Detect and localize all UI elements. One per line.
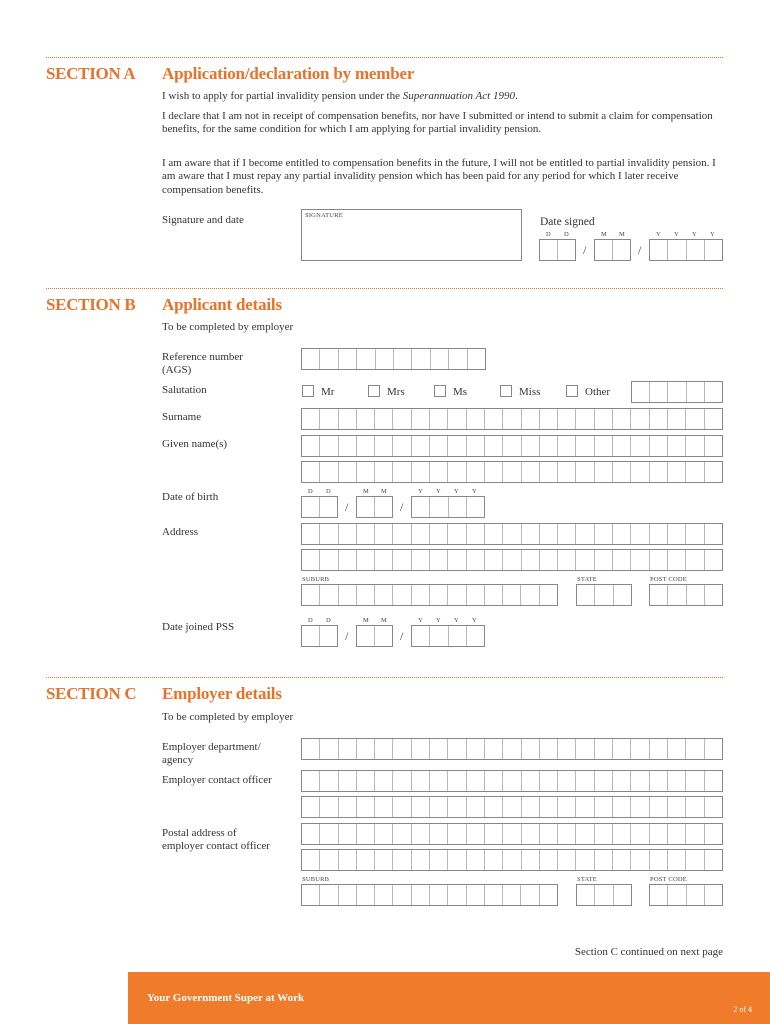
section-b-title: Applicant details	[162, 295, 282, 314]
section-c-subtitle: To be completed by employer	[162, 711, 294, 723]
salutation-mr-checkbox[interactable]	[302, 385, 314, 397]
date-of-birth-month-input[interactable]	[356, 496, 393, 518]
state-label: STATE	[577, 576, 597, 583]
date-signed-label: Date signed	[540, 216, 595, 228]
date-letter-y: Y	[472, 617, 477, 624]
date-slash: /	[638, 243, 642, 257]
date-slash: /	[583, 243, 587, 257]
date-letter-m: M	[363, 488, 369, 495]
salutation-ms-label: Ms	[453, 386, 468, 398]
reference-number-label: Reference number (AGS)	[162, 351, 243, 377]
section-a-title: Application/declaration by member	[162, 64, 415, 83]
salutation-miss-label: Miss	[519, 386, 541, 398]
given-names-input-line-2[interactable]	[301, 461, 723, 483]
date-joined-month-input[interactable]	[356, 625, 393, 647]
date-letter-m: M	[601, 231, 607, 238]
date-of-birth-day-input[interactable]	[301, 496, 338, 518]
date-of-birth-year-input[interactable]	[411, 496, 485, 518]
reference-number-input[interactable]	[301, 348, 486, 370]
section-c-divider	[46, 677, 723, 678]
section-a-paragraph-3: I am aware that if I become entitled to compensation benefits in the future, I will not be entitled to partial invalidity pension. I am aware that I must repay any partial invalidity pension which has been paid for any period for which I later receive compensation benefits.	[162, 157, 716, 196]
salutation-mrs-label: Mrs	[387, 386, 405, 398]
date-letter-y: Y	[436, 488, 441, 495]
continued-note: Section C continued on next page	[574, 946, 723, 958]
address-label: Address	[162, 526, 199, 538]
date-letter-m: M	[381, 617, 387, 624]
post-code-input[interactable]	[649, 584, 723, 606]
date-joined-day-input[interactable]	[301, 625, 338, 647]
footer-bar	[128, 972, 770, 1024]
date-slash: /	[345, 629, 349, 643]
salutation-label: Salutation	[162, 384, 207, 396]
employer-suburb-input[interactable]	[301, 884, 558, 906]
date-slash: /	[345, 500, 349, 514]
given-names-input-line-1[interactable]	[301, 435, 723, 457]
salutation-ms-checkbox[interactable]	[434, 385, 446, 397]
date-letter-y: Y	[472, 488, 477, 495]
section-a-divider	[46, 57, 723, 58]
section-a-paragraph-2: I declare that I am not in receipt of compensation benefits, nor have I submitted or intend to submit a claim for compensation benefits, for the same condition for which I am applying for partial invalidity pension.	[162, 110, 713, 136]
given-names-label: Given name(s)	[162, 438, 228, 450]
date-letter-y: Y	[656, 231, 661, 238]
salutation-miss-checkbox[interactable]	[500, 385, 512, 397]
signature-box-label: SIGNATURE	[305, 212, 343, 219]
signature-field[interactable]	[301, 209, 522, 261]
section-c-label: SECTION C	[46, 684, 137, 703]
employer-state-input[interactable]	[576, 884, 632, 906]
date-letter-m: M	[381, 488, 387, 495]
date-letter-y: Y	[418, 488, 423, 495]
date-joined-label: Date joined PSS	[162, 621, 235, 633]
postal-address-input-line-2[interactable]	[301, 849, 723, 871]
employer-contact-input-line-1[interactable]	[301, 770, 723, 792]
date-letter-y: Y	[436, 617, 441, 624]
date-letter-d: D	[564, 231, 569, 238]
employer-state-label: STATE	[577, 876, 597, 883]
postal-address-label: Postal address of employer contact officer	[162, 827, 270, 853]
salutation-other-label: Other	[585, 386, 611, 398]
postal-address-input-line-1[interactable]	[301, 823, 723, 845]
signature-label: Signature and date	[162, 214, 244, 226]
date-letter-y: Y	[454, 488, 459, 495]
date-letter-d: D	[308, 488, 313, 495]
employer-post-code-label: POST CODE	[650, 876, 687, 883]
date-signed-day-input[interactable]	[539, 239, 576, 261]
page-number: 2 of 4	[733, 1005, 752, 1014]
employer-post-code-input[interactable]	[649, 884, 723, 906]
date-letter-m: M	[619, 231, 625, 238]
section-c-title: Employer details	[162, 684, 282, 703]
date-letter-d: D	[546, 231, 551, 238]
section-a-paragraph-1: I wish to apply for partial invalidity pension under the Superannuation Act 1990.	[162, 90, 518, 102]
employer-contact-input-line-2[interactable]	[301, 796, 723, 818]
address-input-line-1[interactable]	[301, 523, 723, 545]
date-letter-y: Y	[710, 231, 715, 238]
employer-suburb-label: SUBURB	[302, 876, 330, 883]
date-of-birth-label: Date of birth	[162, 491, 219, 503]
section-b-label: SECTION B	[46, 295, 136, 314]
state-input[interactable]	[576, 584, 632, 606]
salutation-mrs-checkbox[interactable]	[368, 385, 380, 397]
address-input-line-2[interactable]	[301, 549, 723, 571]
section-b-divider	[46, 288, 723, 289]
surname-label: Surname	[162, 411, 202, 423]
date-signed-year-input[interactable]	[649, 239, 723, 261]
surname-input[interactable]	[301, 408, 723, 430]
date-letter-d: D	[326, 617, 331, 624]
employer-contact-label: Employer contact officer	[162, 774, 272, 786]
footer-title: Your Government Super at Work	[147, 992, 305, 1004]
section-b-subtitle: To be completed by employer	[162, 321, 294, 333]
date-letter-y: Y	[454, 617, 459, 624]
date-letter-m: M	[363, 617, 369, 624]
date-signed-month-input[interactable]	[594, 239, 631, 261]
post-code-label: POST CODE	[650, 576, 687, 583]
section-a-label: SECTION A	[46, 64, 136, 83]
date-joined-year-input[interactable]	[411, 625, 485, 647]
salutation-mr-label: Mr	[321, 386, 335, 398]
salutation-other-input[interactable]	[631, 381, 723, 403]
date-slash: /	[400, 500, 404, 514]
date-letter-d: D	[308, 617, 313, 624]
suburb-label: SUBURB	[302, 576, 330, 583]
date-slash: /	[400, 629, 404, 643]
date-letter-y: Y	[674, 231, 679, 238]
salutation-other-checkbox[interactable]	[566, 385, 578, 397]
employer-department-input[interactable]	[301, 738, 723, 760]
employer-department-label: Employer department/ agency	[162, 741, 261, 767]
date-letter-y: Y	[692, 231, 697, 238]
date-letter-d: D	[326, 488, 331, 495]
suburb-input[interactable]	[301, 584, 558, 606]
date-letter-y: Y	[418, 617, 423, 624]
